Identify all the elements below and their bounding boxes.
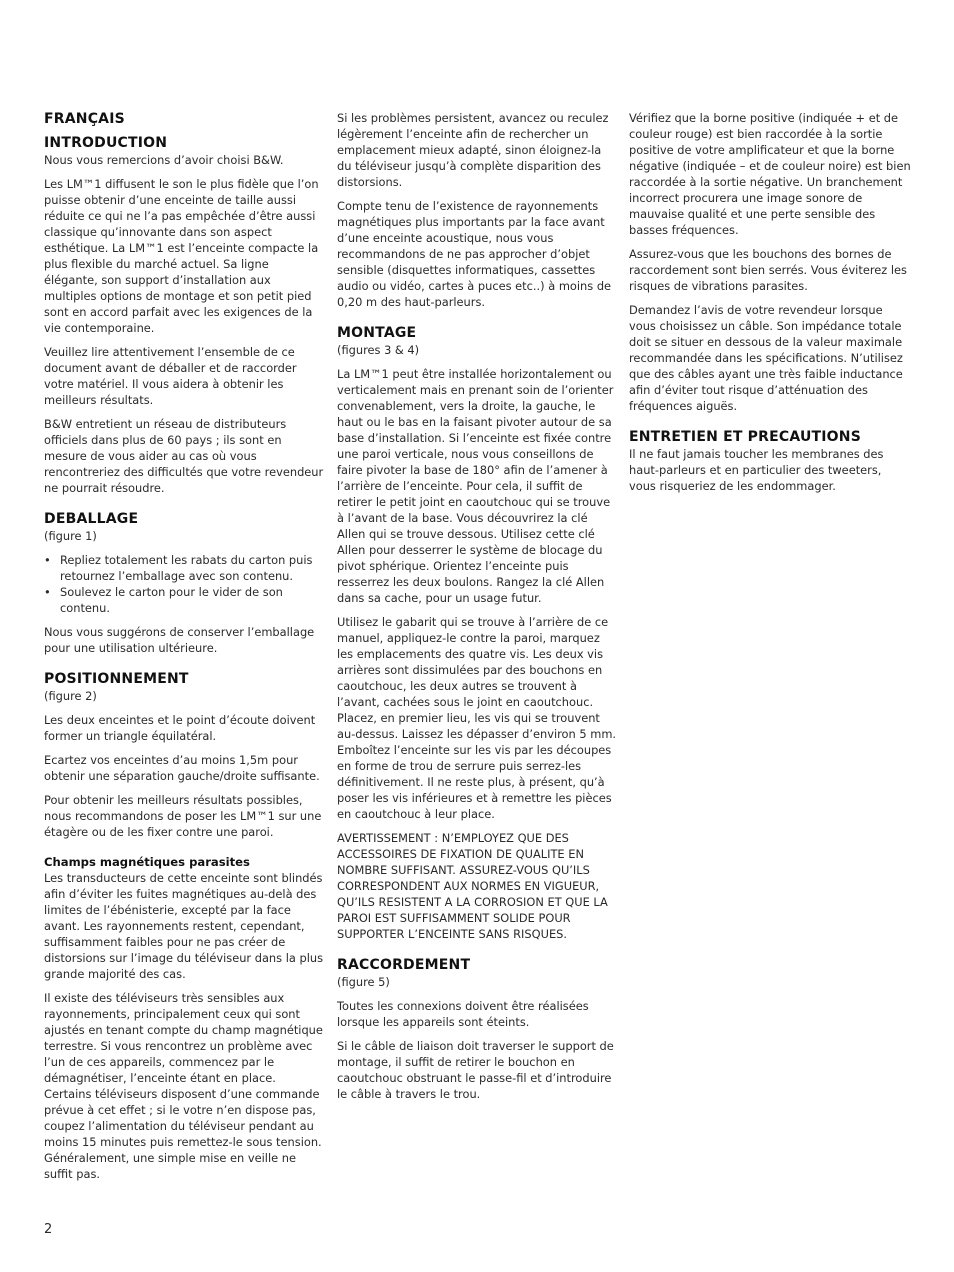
deballage-paragraph: Nous vous suggérons de conserver l’emballage pour une utilisation ultérieure. xyxy=(44,625,315,655)
page-number: 2 xyxy=(44,1222,53,1237)
positionnement-paragraph: Ecartez vos enceintes d’au moins 1,5m pour obtenir une séparation gauche/droite suffisante. xyxy=(44,753,320,783)
raccordement-paragraph: Assurez-vous que les bouchons des bornes de raccordement sont bien serrés. Vous éviterez les risques de vibrations parasites. xyxy=(629,247,907,293)
champs-paragraph: Compte tenu de l’existence de rayonnements magnétiques plus importants par la face avant d’une enceinte acoustique, nous vous recommandons de ne pas approcher d’objet sensible (disquettes informatiques, cassettes audio ou vidéo, cartes à puces etc..) à moins de 0,20 m des haut-parleurs. xyxy=(337,199,612,309)
list-item: • Repliez totalement les rabats du carton puis retournez l’emballage avec son contenu. xyxy=(44,552,324,584)
column-1 xyxy=(44,110,324,1190)
figure-reference: (figure 1) xyxy=(44,529,97,543)
warning-paragraph: AVERTISSEMENT : N’EMPLOYEZ QUE DES ACCESSOIRES DE FIXATION DE QUALITE EN NOMBRE SUFFISANT. ASSUREZ-VOUS QU’ILS CORRESPONDENT AUX NORMES EN VIGUEUR, QU’ILS RESISTENT A LA CORROSION ET QUE LA PAROI EST SUFFISAMMENT SOLIDE POUR SUPPORTER L’ENCEINTE SANS RISQUES. xyxy=(337,831,608,941)
language-heading: FRANÇAIS xyxy=(44,111,125,127)
montage-heading: MONTAGE xyxy=(337,325,417,341)
list-item: • Soulevez le carton pour le vider de son contenu. xyxy=(44,584,324,616)
champs-magnetiques-heading: Champs magnétiques parasites xyxy=(44,855,250,869)
positionnement-paragraph: Les deux enceintes et le point d’écoute doivent former un triangle équilatéral. xyxy=(44,713,316,743)
champs-paragraph: Si les problèmes persistent, avancez ou reculez légèrement l’enceinte afin de rechercher un emplacement mieux adapté, sinon éloignez-la du téléviseur jusqu’à complète disparition des distorsions. xyxy=(337,111,609,189)
champs-paragraph: Il existe des téléviseurs très sensibles aux rayonnements, principalement ceux qui sont ajustés en tenant compte du champ magnétique terrestre. Si vous rencontrez un problème avec l’un de ces appareils, commencez par le démagnétiser, l’enceinte étant en place. Certains téléviseurs disposent d’une commande prévue à cet effet ; si le votre n’en dispose pas, coupez l’alimentation du téléviseur pendant au moins 15 minutes puis remettez-le sous tension. Généralement, une simple mise en veille ne suffit pas. xyxy=(44,991,323,1181)
column-3 xyxy=(629,110,911,502)
introduction-paragraph: B&W entretient un réseau de distributeurs officiels dans plus de 60 pays ; ils sont en mesure de vous aider au cas où vous rencontreriez des difficultés que votre revendeur ne pourrait résoudre. xyxy=(44,417,324,495)
positionnement-paragraph: Pour obtenir les meilleurs résultats possibles, nous recommandons de poser les LM™1 sur une étagère ou de les fixer contre une paroi. xyxy=(44,793,322,839)
deballage-list xyxy=(44,552,324,616)
figure-reference: (figure 2) xyxy=(44,689,97,703)
raccordement-heading: RACCORDEMENT xyxy=(337,957,471,973)
entretien-paragraph: Il ne faut jamais toucher les membranes des haut-parleurs et en particulier des tweeters, vous risqueriez de les endommager. xyxy=(629,447,884,493)
introduction-paragraph: Veuillez lire attentivement l’ensemble de ce document avant de déballer et de raccorder votre matériel. Il vous aidera à obtenir les meilleurs résultats. xyxy=(44,345,297,407)
introduction-heading: INTRODUCTION xyxy=(44,135,168,151)
introduction-paragraph: Les LM™1 diffusent le son le plus fidèle que l’on puisse obtenir d’une enceinte de taille aussi réduite ce qui ne l’a pas empêchée d’être aussi classique qu’innovante dans son aspect esthétique. La LM™1 est l’enceinte compacte la plus flexible du marché actuel. Sa ligne élégante, son support d’installation aux multiples options de montage et son petit pied sont en accord parfait avec les exigences de la vie contemporaine. xyxy=(44,177,319,335)
champs-paragraph: Les transducteurs de cette enceinte sont blindés afin d’éviter les fuites magnétiques au-delà des limites de l’ébénisterie, excepté par la face avant. Les rayonnements restent, cependant, suffisamment faibles pour ne pas créer de distorsions sur l’image du téléviseur dans la plus grande majorité des cas. xyxy=(44,871,324,981)
introduction-paragraph: Nous vous remercions d’avoir choisi B&W. xyxy=(44,153,284,167)
positionnement-heading: POSITIONNEMENT xyxy=(44,671,189,687)
raccordement-paragraph: Demandez l’avis de votre revendeur lorsque vous choisissez un câble. Son impédance totale doit se situer en dessous de la valeur maximale recommandée dans les spécifications. N’utilisez que des câbles ayant une très faible inductance afin d’éviter tout risque d’atténuation des fréquences aiguës. xyxy=(629,303,903,413)
deballage-heading: DEBALLAGE xyxy=(44,511,139,527)
raccordement-paragraph: Vérifiez que la borne positive (indiquée + et de couleur rouge) est bien raccordée à la sortie positive de votre amplificateur et que la borne négative (indiquée – et de couleur noire) est bien raccordée à la sortie négative. Un branchement incorrect procurera une image sonore de mauvaise qualité et une perte sensible des basses fréquences. xyxy=(629,111,911,237)
figure-reference: (figures 3 & 4) xyxy=(337,343,420,357)
montage-paragraph: Utilisez le gabarit qui se trouve à l’arrière de ce manuel, appliquez-le contre la paroi, marquez les emplacements des quatre vis. Les deux vis arrières sont dissimulées par des bouchons en caoutchouc, les deux autres se trouvent à l’avant, cachées sous le joint en caoutchouc. Placez, en premier lieu, les vis qui se trouvent au-dessus. Laissez les dépasser d’environ 5 mm. Emboîtez l’enceinte sur les vis par les découpes en forme de trou de serrure puis serrez-les définitivement. Il ne reste plus, à présent, qu’à poser les vis inférieures et à remettre les pièces en caoutchouc à leur place. xyxy=(337,615,617,821)
raccordement-paragraph: Si le câble de liaison doit traverser le support de montage, il suffit de retirer le bouchon en caoutchouc obstruant le passe-fil et d’introduire le câble à travers le trou. xyxy=(337,1039,614,1101)
raccordement-paragraph: Toutes les connexions doivent être réalisées lorsque les appareils sont éteints. xyxy=(337,999,589,1029)
entretien-heading: ENTRETIEN ET PRECAUTIONS xyxy=(629,429,861,445)
figure-reference: (figure 5) xyxy=(337,975,390,989)
montage-paragraph: La LM™1 peut être installée horizontalement ou verticalement mais en prenant soin de l’orienter convenablement, vers la droite, la gauche, le haut ou le bas en la faisant pivoter autour de sa base d’installation. Si l’enceinte est fixée contre une paroi verticale, nous vous conseillons de faire pivoter la base de 180° afin de l’amener à l’arrière de l’enceinte. Pour cela, il suffit de retirer le petit joint en caoutchouc qui se trouve à l’avant de la base. Vous découvrirez la clé Allen qui se trouve dessous. Utilisez cette clé Allen pour desserrer le système de blocage du pivot sphérique. Orientez l’enceinte puis resserrez les deux boulons. Rangez la clé Allen dans sa cache, pour un usage futur. xyxy=(337,367,614,605)
column-2 xyxy=(337,110,617,1110)
